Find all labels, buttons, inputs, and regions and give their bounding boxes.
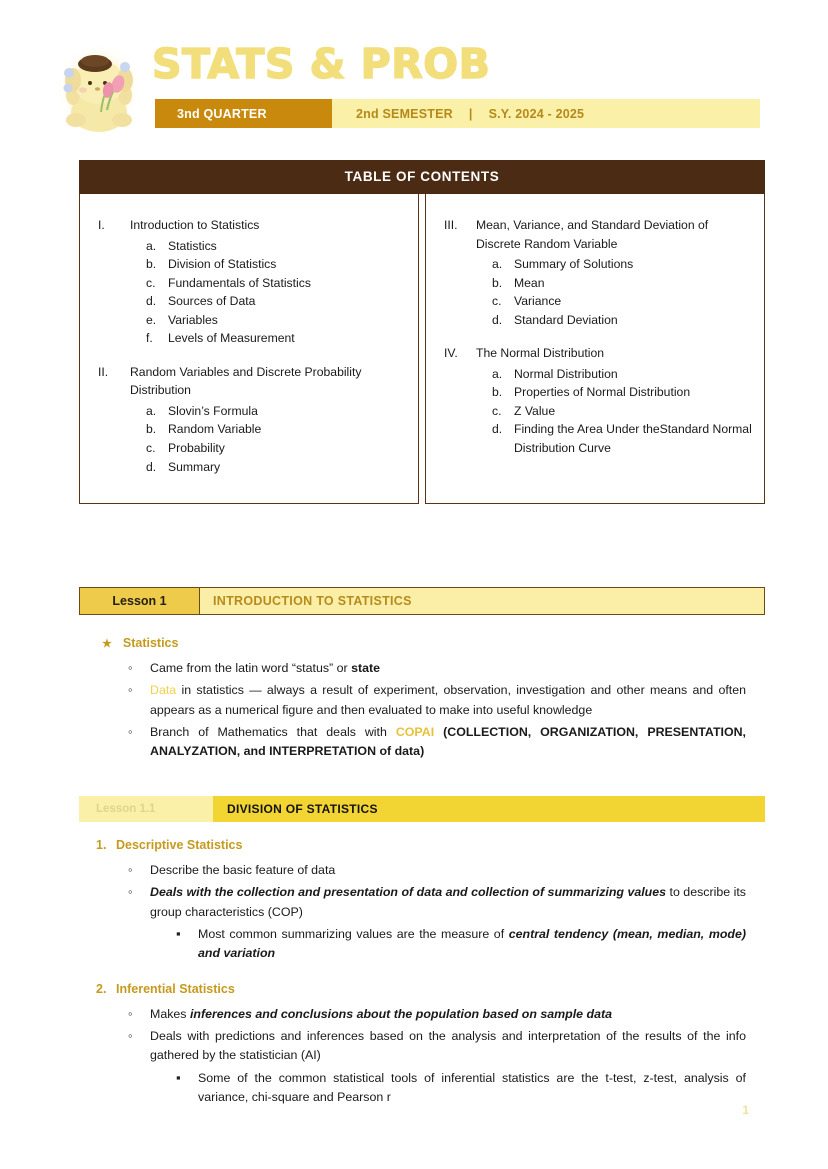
toc-subentry-letter: d. (492, 422, 503, 437)
item-number: 2. (96, 981, 107, 996)
toc-subentry-letter: d. (146, 459, 157, 474)
toc-spacer (92, 348, 406, 363)
lesson-1-1-content (0, 838, 828, 1110)
toc-subentry[interactable] (92, 329, 406, 348)
toc-heading: TABLE OF CONTENTS (79, 160, 765, 194)
toc-subentry-label: Probability (168, 441, 225, 456)
inferential-statistics-heading (0, 982, 828, 996)
toc-subentry-label: Summary of Solutions (514, 257, 634, 272)
toc-subentry[interactable] (438, 274, 752, 293)
statistics-section-heading (0, 636, 828, 650)
toc-subentry-letter: f. (146, 331, 153, 346)
toc-subentry-letter: a. (146, 403, 157, 418)
toc-entry[interactable] (92, 216, 406, 235)
toc-entry-number: III. (444, 218, 458, 232)
toc-entry-title: The Normal Distribution (476, 346, 605, 361)
toc-subentry[interactable] (92, 402, 406, 421)
semester-info (332, 99, 760, 128)
toc-subentry[interactable] (438, 383, 752, 402)
toc-subentry-label: Mean (514, 275, 545, 290)
toc-entry[interactable] (438, 216, 752, 253)
lesson-1-1-chip: Lesson 1.1 (79, 796, 213, 822)
lesson-1-header[interactable] (79, 587, 765, 615)
descriptive-sub-list (150, 925, 746, 964)
toc-subentry-letter: a. (492, 257, 503, 272)
lesson-1-content (0, 636, 828, 765)
toc-subentry-letter: a. (146, 238, 157, 253)
toc-column-left (79, 194, 419, 504)
toc-subentry-label: Statistics (168, 238, 217, 253)
toc-spacer (438, 329, 752, 344)
toc-subentry[interactable] (438, 311, 752, 330)
list-item: ▪ Some of the common statistical tools of inferential statistics are the t-test, z-test, analysis of variance, chi-square and Pearson r (198, 1069, 746, 1108)
toc-subentry[interactable] (438, 420, 752, 457)
section-heading-label: Statistics (122, 636, 179, 650)
inferential-statistics-list (0, 1005, 828, 1108)
toc-column-right (425, 194, 765, 504)
toc-subentry[interactable] (92, 439, 406, 458)
list-item: ◦ Came from the latin word “status” or state (150, 659, 746, 678)
list-item: ◦ Data in statistics — always a result of experiment, observation, investigation and other means and often appears as a numerical figure and then evaluated to make into useful knowledge (150, 681, 746, 720)
toc-entry-title: Random Variables and Discrete Probability Distribution (130, 364, 362, 398)
list-item: ▪ Most common summarizing values are the measure of central tendency (mean, median, mode) and variation (198, 925, 746, 964)
lesson-1-title: INTRODUCTION TO STATISTICS (200, 588, 764, 614)
toc-subentry-label: Division of Statistics (168, 257, 277, 272)
statistics-bullet-list (0, 659, 828, 762)
toc-subentry-letter: c. (492, 403, 502, 418)
list-item: ◦ Makes inferences and conclusions about the population based on sample data (150, 1005, 746, 1024)
mascot-dog-with-flowers-icon (55, 40, 143, 138)
toc-subentry-letter: c. (146, 275, 156, 290)
descriptive-statistics-heading (0, 838, 828, 852)
inferential-sub-list (150, 1069, 746, 1108)
toc-entry-number: I. (98, 218, 105, 232)
toc-subentry[interactable] (438, 402, 752, 421)
toc-subentry-letter: e. (146, 312, 157, 327)
toc-subentry-label: Variance (514, 294, 562, 309)
toc-subentry-label: Summary (168, 459, 221, 474)
lesson-1-1-header[interactable] (79, 796, 765, 822)
toc-subentry-label: Finding the Area Under theStandard Normal Distribution Curve (514, 422, 752, 456)
item-number: 1. (96, 838, 107, 852)
toc-subentry-label: Fundamentals of Statistics (168, 275, 311, 290)
item-label: Inferential Statistics (116, 981, 235, 996)
list-item: ◦ Branch of Mathematics that deals with COPAI (COLLECTION, ORGANIZATION, PRESENTATION, ANALYZATION, and INTERPRETATION of data) (150, 723, 746, 762)
toc-subentry-letter: d. (492, 312, 503, 327)
lesson-1-chip: Lesson 1 (80, 588, 200, 614)
toc-subentry-label: Slovin’s Formula (168, 403, 258, 418)
table-of-contents (79, 160, 765, 504)
page-header (0, 0, 828, 148)
banner-separator: | (468, 106, 473, 121)
item-label: Descriptive Statistics (116, 838, 243, 852)
quarter-badge: 3nd QUARTER (155, 99, 332, 128)
page-number: 1 (742, 1103, 749, 1117)
school-year-label: S.Y. 2024 - 2025 (488, 106, 585, 121)
descriptive-statistics-list (0, 861, 828, 964)
toc-subentry[interactable] (92, 255, 406, 274)
toc-columns (79, 194, 765, 504)
toc-subentry-label: Z Value (514, 403, 556, 418)
toc-entry-number: II. (98, 364, 109, 379)
toc-subentry[interactable] (92, 237, 406, 256)
toc-subentry-letter: d. (146, 294, 157, 309)
toc-entry[interactable] (438, 344, 752, 363)
page-title: STATS & PROB (152, 40, 491, 88)
list-item: ◦ Deals with predictions and inferences based on the analysis and interpretation of the results of the info gathered by the statistician (AI) ▪ Some of the common statistical tools of inferential statistics are the t-test, z-test, analysis of variance, chi-square and Pearson r (150, 1027, 746, 1107)
toc-subentry[interactable] (92, 311, 406, 330)
toc-subentry-label: Random Variable (168, 422, 262, 437)
list-item: ◦ Describe the basic feature of data (150, 861, 746, 880)
toc-subentry[interactable] (92, 458, 406, 477)
toc-entry[interactable] (92, 363, 406, 400)
toc-subentry[interactable] (438, 292, 752, 311)
course-banner (155, 99, 760, 128)
toc-subentry-letter: b. (492, 275, 503, 290)
toc-subentry-letter: b. (146, 422, 157, 437)
toc-subentry-label: Properties of Normal Distribution (514, 385, 691, 400)
toc-subentry-label: Standard Deviation (514, 312, 618, 327)
toc-entry-title: Mean, Variance, and Standard Deviation of Discrete Random Variable (476, 218, 709, 251)
toc-subentry[interactable] (92, 420, 406, 439)
toc-subentry-letter: a. (492, 366, 503, 381)
toc-subentry[interactable] (92, 292, 406, 311)
toc-subentry[interactable] (438, 365, 752, 384)
toc-subentry-letter: b. (492, 385, 503, 400)
toc-subentry-label: Levels of Measurement (168, 331, 295, 346)
toc-subentry-label: Normal Distribution (514, 366, 618, 381)
toc-subentry-label: Variables (168, 312, 218, 327)
lesson-1-1-title: DIVISION OF STATISTICS (213, 796, 765, 822)
star-icon: ★ (102, 638, 112, 650)
toc-subentry-letter: c. (146, 441, 156, 456)
semester-label: 2nd SEMESTER (356, 106, 453, 121)
toc-subentry-letter: c. (492, 294, 502, 309)
toc-entry-number: IV. (444, 346, 458, 361)
toc-subentry-letter: b. (146, 257, 157, 272)
toc-entry-title: Introduction to Statistics (130, 218, 260, 232)
toc-subentry[interactable] (438, 255, 752, 274)
list-item: ◦ Deals with the collection and presentation of data and collection of summarizing values to describe its group characteristics (COP) ▪ Most common summarizing values are the measure of central tendency (mean, median, mode) and variation (150, 883, 746, 963)
toc-subentry-label: Sources of Data (168, 294, 256, 309)
toc-subentry[interactable] (92, 274, 406, 293)
